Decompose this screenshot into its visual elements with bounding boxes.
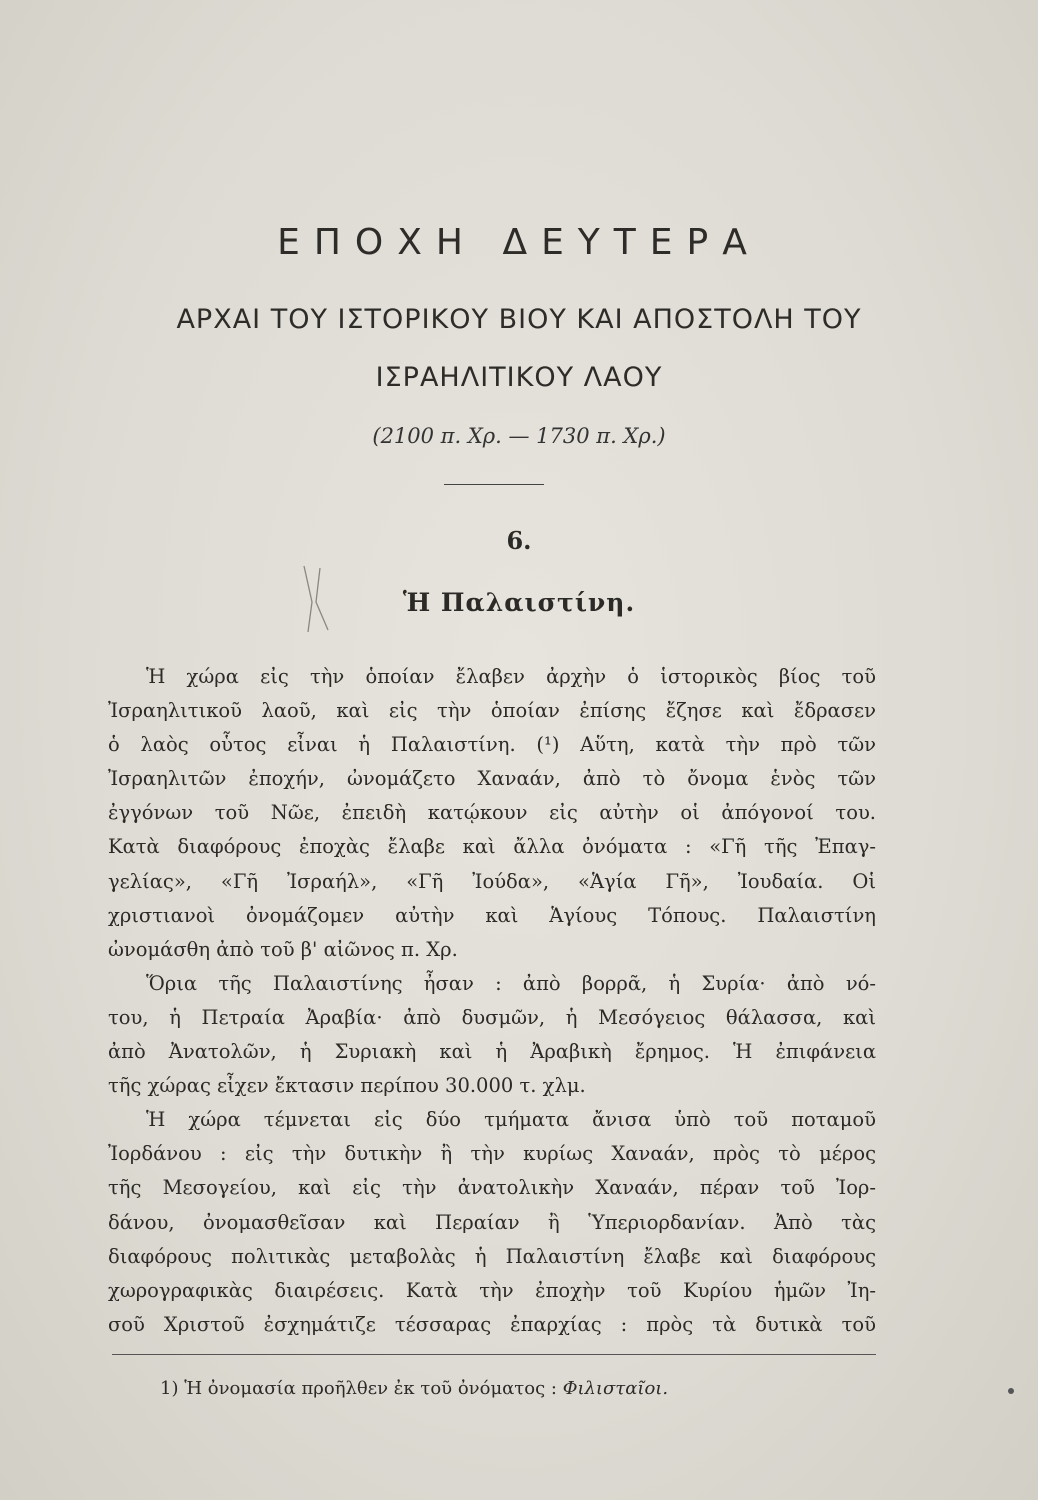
chapter-title-line-2: ΙΣΡΑΗΛΙΤΙΚΟΥ ΛΑΟΥ [375, 362, 663, 393]
text-line: ὁ λαὸς οὗτος εἶναι ἡ Παλαιστίνη. (¹) Αὕτη, κατὰ τὴν πρὸ τῶν [108, 733, 876, 757]
footnote-rule [112, 1354, 876, 1355]
text-line: ἐγγόνων τοῦ Νῶε, ἐπειδὴ κατῴκουν εἰς αὐτὴν οἱ ἀπόγονοί του. [108, 801, 876, 825]
section-number: 6. [506, 526, 532, 555]
text-line: Ἰσραηλιτῶν ἐποχήν, ὠνομάζετο Χαναάν, ἀπὸ τὸ ὄνομα ἑνὸς τῶν [108, 767, 876, 791]
footnote-text: 1) Ἡ ὀνομασία προῆλθεν ἐκ τοῦ ὀνόματος : [160, 1378, 557, 1399]
text-line: τῆς Μεσογείου, καὶ εἰς τὴν ἀνατολικὴν Χαναάν, πέραν τοῦ Ἰορ- [108, 1176, 876, 1200]
text-line: Ἰσραηλιτικοῦ λαοῦ, καὶ εἰς τὴν ὁποίαν ἐπίσης ἔζησε καὶ ἔδρασεν [108, 699, 876, 723]
chapter-title-line-1: ΑΡΧΑΙ ΤΟΥ ΙΣΤΟΡΙΚΟΥ ΒΙΟΥ ΚΑΙ ΑΠΟΣΤΟΛΗ ΤΟΥ [176, 304, 862, 335]
text-line: Ἰορδάνου : εἰς τὴν δυτικὴν ἢ τὴν κυρίως Χαναάν, πρὸς τὸ μέρος [108, 1142, 876, 1166]
text-line: διαφόρους πολιτικὰς μεταβολὰς ἡ Παλαιστίνη ἔλαβε καὶ διαφόρους [108, 1244, 876, 1268]
title-divider [444, 484, 544, 485]
date-range: (2100 π. Χρ. — 1730 π. Χρ.) [372, 424, 666, 448]
era-title: ΕΠΟΧΗ ΔΕΥΤΕΡΑ [277, 222, 761, 263]
text-line: χωρογραφικὰς διαιρέσεις. Κατὰ τὴν ἐποχὴν τοῦ Κυρίου ἡμῶν Ἰη- [108, 1278, 876, 1302]
margin-dot [1008, 1388, 1014, 1394]
body-text [108, 660, 876, 1342]
footnote [160, 1378, 668, 1399]
text-line: σοῦ Χριστοῦ ἐσχημάτιζε τέσσαρας ἐπαρχίας : πρὸς τὰ δυτικὰ τοῦ [108, 1312, 876, 1336]
text-line: Ἡ χώρα εἰς τὴν ὁποίαν ἔλαβεν ἀρχὴν ὁ ἱστορικὸς βίος τοῦ [146, 665, 876, 688]
text-line: γελίας», «Γῆ Ἰσραήλ», «Γῆ Ἰούδα», «Ἁγία Γῆ», Ἰουδαία. Οἱ [108, 869, 876, 893]
text-line: δάνου, ὀνομασθεῖσαν καὶ Περαίαν ἢ Ὑπεριορδανίαν. Ἀπὸ τὰς [108, 1210, 876, 1234]
text-line: Ἡ χώρα τέμνεται εἰς δύο τμήματα ἄνισα ὑπὸ τοῦ ποταμοῦ [146, 1108, 876, 1132]
text-line: χριστιανοὶ ὀνομάζομεν αὐτὴν καὶ Ἁγίους Τόπους. Παλαιστίνη [108, 903, 876, 927]
text-line: Κατὰ διαφόρους ἐποχὰς ἔλαβε καὶ ἄλλα ὀνόματα : «Γῆ τῆς Ἐπαγ- [108, 835, 876, 859]
text-line: του, ἡ Πετραία Ἀραβία· ἀπὸ δυσμῶν, ἡ Μεσόγειος θάλασσα, καὶ [108, 1005, 876, 1029]
section-title: Ἡ Παλαιστίνη. [402, 588, 636, 617]
text-line: ἀπὸ Ἀνατολῶν, ἡ Συριακὴ καὶ ἡ Ἀραβικὴ ἔρημος. Ἡ ἐπιφάνεια [108, 1040, 876, 1064]
text-line: Ὅρια τῆς Παλαιστίνης ἦσαν : ἀπὸ βορρᾶ, ἡ Συρία· ἀπὸ νό- [146, 971, 876, 995]
footnote-italic: Φιλισταῖοι. [562, 1378, 669, 1399]
text-line: τῆς χώρας εἶχεν ἔκτασιν περίπου 30.000 τ. χλμ. [108, 1074, 586, 1098]
text-line: ὠνομάσθη ἀπὸ τοῦ β' αἰῶνος π. Χρ. [108, 937, 458, 961]
